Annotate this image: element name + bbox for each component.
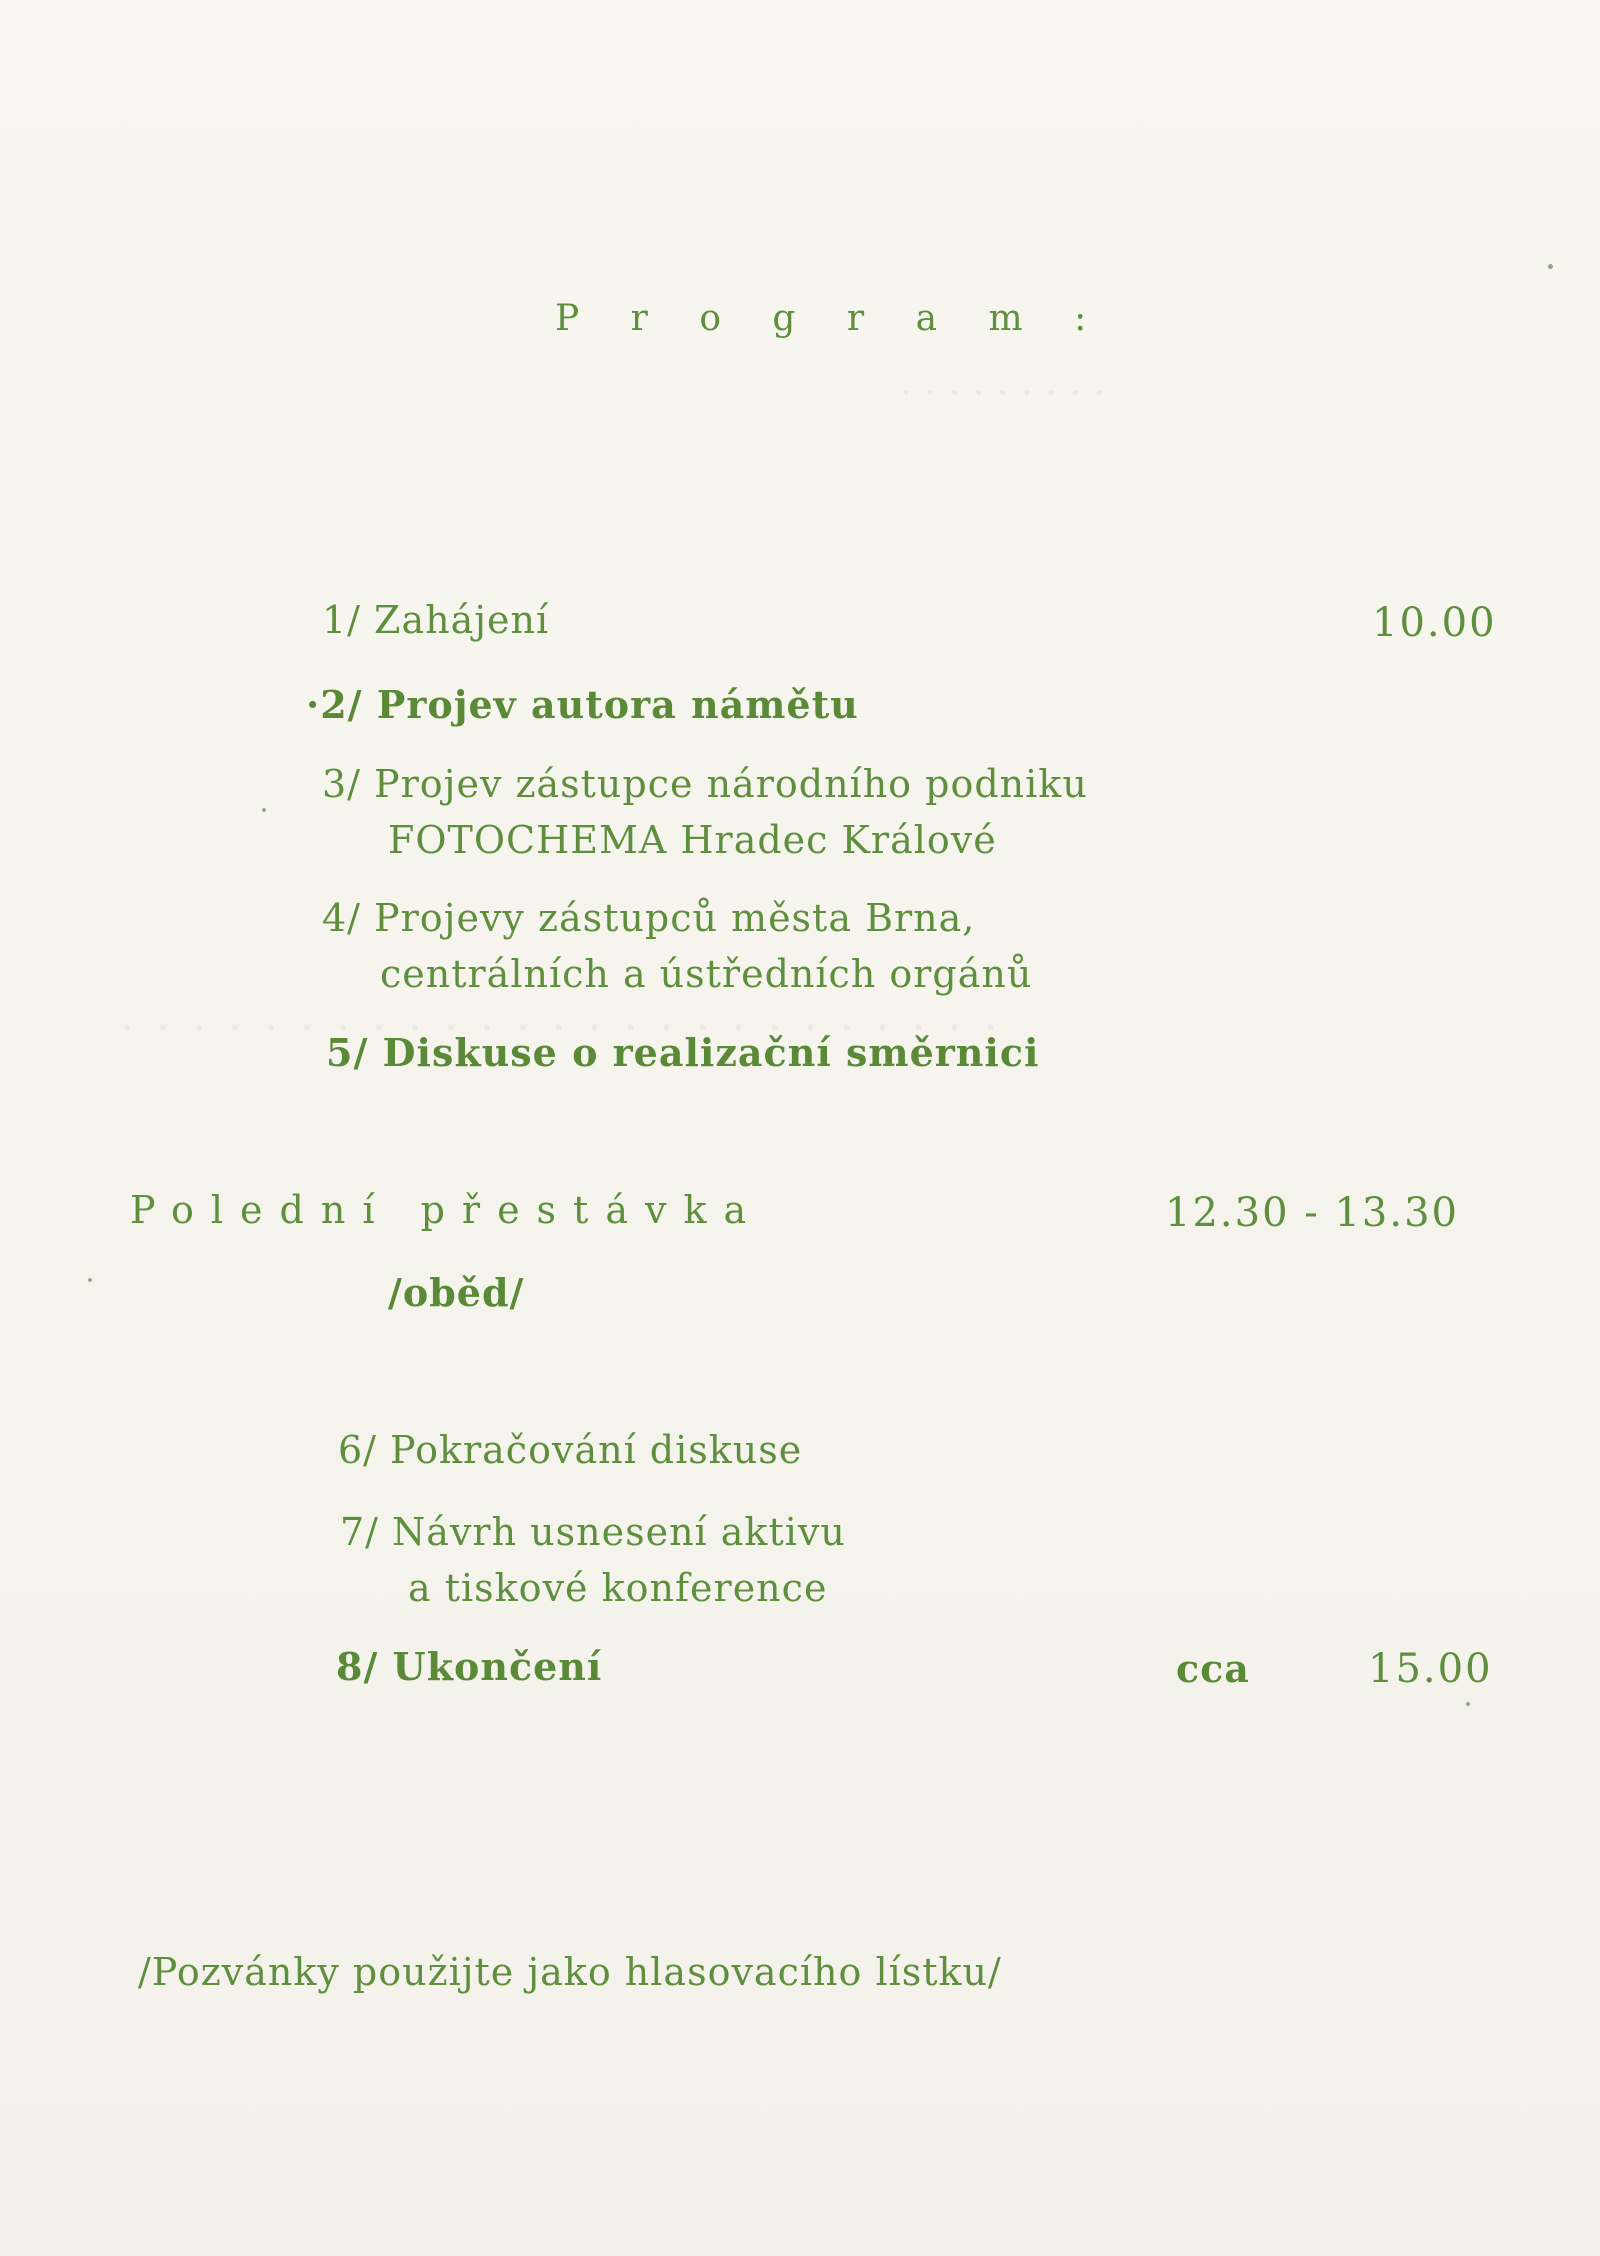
paper-speck xyxy=(88,1278,92,1282)
agenda-item-3-continuation: FOTOCHEMA Hradec Králové xyxy=(388,818,997,862)
lunch-break-time: 12.30 - 13.30 xyxy=(1165,1190,1459,1236)
paper-speck xyxy=(262,808,266,812)
agenda-item-7-continuation: a tiskové konference xyxy=(408,1566,828,1610)
page-title: P r o g r a m : xyxy=(555,298,1107,339)
show-through-text: . . . . . . . . . . . . . . . . . . . . . . . . . xyxy=(120,990,1002,1041)
lunch-break-note: /oběd/ xyxy=(388,1270,525,1315)
lunch-break-label: Polední přestávka xyxy=(130,1188,764,1232)
agenda-item-8-time: 15.00 xyxy=(1368,1646,1493,1692)
agenda-item-8: 8/ Ukončení xyxy=(336,1644,603,1689)
agenda-item-7: 7/ Návrh usnesení aktivu xyxy=(340,1510,846,1554)
agenda-item-2: ·2/ Projev autora námětu xyxy=(306,682,859,727)
agenda-item-4: 4/ Projevy zástupců města Brna, xyxy=(322,896,976,940)
agenda-item-3: 3/ Projev zástupce národního podniku xyxy=(322,762,1088,806)
footer-note: /Pozvánky použijte jako hlasovacího lístku/ xyxy=(138,1950,1002,1994)
agenda-item-5: 5/ Diskuse o realizační směrnici xyxy=(326,1030,1040,1075)
paper-speck xyxy=(1548,264,1553,269)
agenda-item-8-qualifier: cca xyxy=(1176,1646,1250,1691)
paper-speck xyxy=(1466,1702,1470,1706)
agenda-item-1: 1/ Zahájení xyxy=(322,598,550,642)
agenda-item-6: 6/ Pokračování diskuse xyxy=(338,1428,803,1472)
show-through-text: . . . . . . . . . xyxy=(900,360,1106,404)
agenda-item-1-time: 10.00 xyxy=(1372,600,1497,646)
agenda-item-4-continuation: centrálních a ústředních orgánů xyxy=(380,952,1033,996)
